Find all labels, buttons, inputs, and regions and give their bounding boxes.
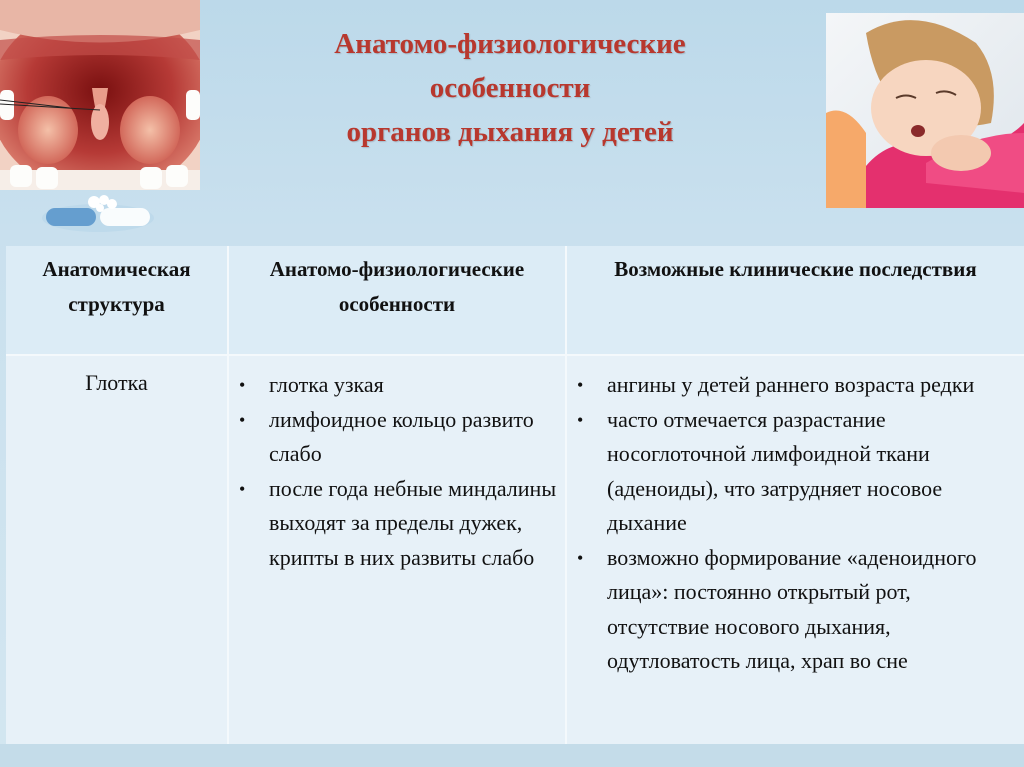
title-line-1: Анатомо-физиологические [334,28,686,60]
cell-consequences [566,355,1024,750]
feature-text: после года небные миндалины выходят за пределы дужек, крипты в них развиты слабо [269,475,557,570]
list-item [235,368,559,403]
consequence-text: ангины у детей раннего возраста редки [607,372,975,397]
sleeping-child-photo [826,13,1024,208]
bullet-icon: • [577,547,584,568]
bullet-icon: • [239,409,246,430]
bullet-icon: • [577,375,584,395]
bottom-band [0,744,1024,767]
throat-photo [0,0,200,190]
title-line-3: органов дыхания у детей [346,116,674,148]
list-item [573,368,1018,403]
list-item [573,403,1018,541]
pills-icon [38,188,158,238]
consequence-text: возможно формирование «аденоидного лица»: постоянно открытый рот, отсутствие носового дыхания, одутловатость лица, храп во сне [607,544,977,673]
anatomy-table [6,246,1024,744]
table-header-row [6,246,1024,355]
feature-text: лимфоидное кольцо развито слабо [269,406,534,466]
cell-structure: Глотка [6,355,228,750]
list-item [573,541,1018,679]
list-item [235,403,559,472]
bullet-icon: • [239,375,246,395]
consequences-list [573,368,1018,679]
bullet-icon: • [577,409,584,430]
table-row [6,355,1024,750]
bullet-icon: • [239,478,246,499]
header-consequences: Возможные клинические последствия [566,246,1024,355]
data-table [6,246,1024,750]
features-list [235,368,559,575]
list-item [235,472,559,576]
feature-text: глотка узкая [269,372,384,397]
header-structure: Анатомическая структура [6,246,228,355]
header-features: Анатомо-физиологические особенности [228,246,566,355]
slide-title [250,22,770,154]
cell-features [228,355,566,750]
title-line-2: особенности [429,72,591,104]
consequence-text: часто отмечается разрастание носоглоточной лимфоидной ткани (аденоиды), что затрудняет носовое дыхание [607,406,943,535]
